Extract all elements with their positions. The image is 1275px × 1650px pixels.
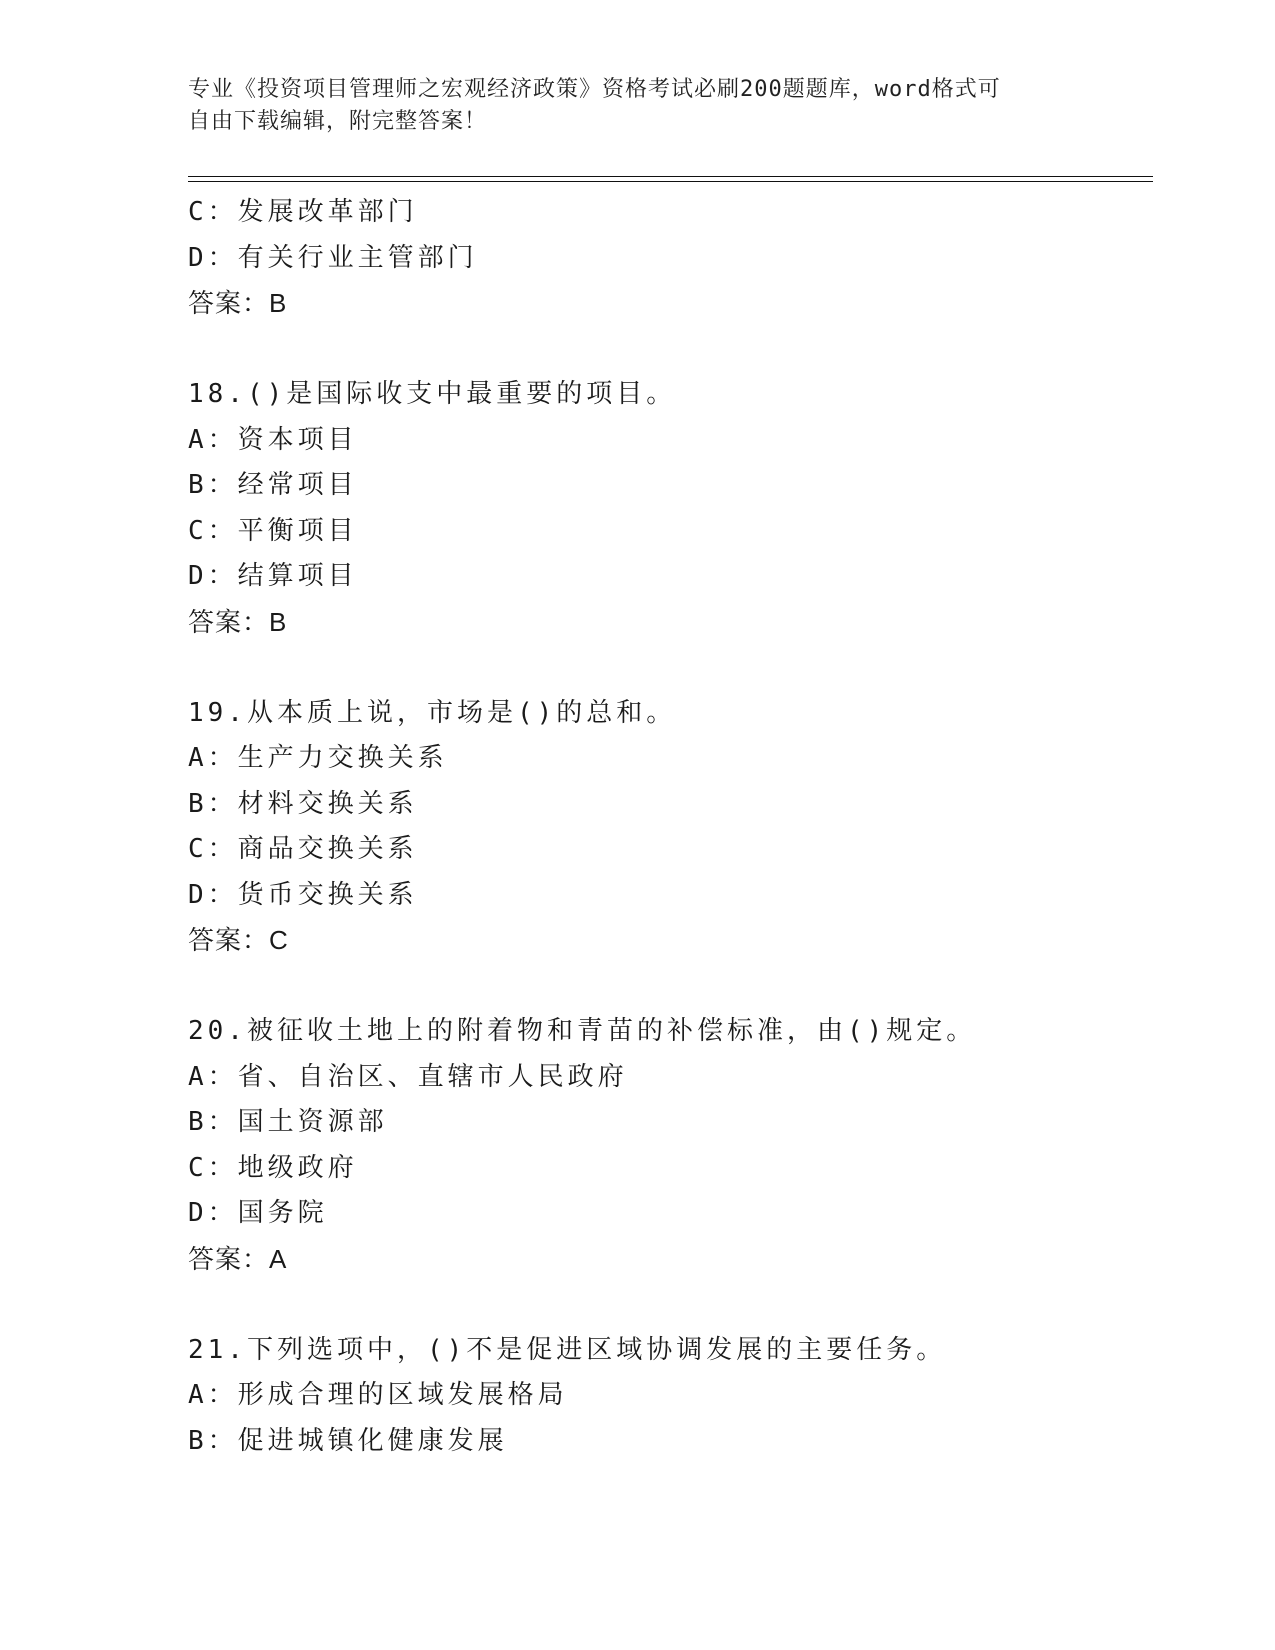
spacer bbox=[188, 327, 1188, 373]
option-a: A：省、自治区、直辖市人民政府 bbox=[188, 1061, 628, 1092]
question-19 bbox=[188, 691, 1188, 1010]
header-title-line-2: 自由下载编辑，附完整答案！ bbox=[188, 109, 488, 134]
question-stem: 20.被征收土地上的附着物和青苗的补偿标准，由()规定。 bbox=[188, 1016, 977, 1046]
answer-line: 答案：A bbox=[188, 1243, 288, 1274]
option-d: D：货币交换关系 bbox=[188, 879, 418, 910]
option-c: C：商品交换关系 bbox=[188, 834, 418, 864]
question-stem: 21.下列选项中，()不是促进区域协调发展的主要任务。 bbox=[188, 1334, 947, 1365]
option-c: C：平衡项目 bbox=[188, 515, 358, 546]
option-d: D：国务院 bbox=[188, 1198, 328, 1228]
spacer bbox=[188, 645, 1188, 691]
spacer bbox=[188, 964, 1188, 1010]
answer-line: 答案：C bbox=[188, 925, 289, 955]
option-a: A：生产力交换关系 bbox=[188, 743, 448, 773]
answer-line: 答案：B bbox=[188, 288, 288, 318]
question-17-continued bbox=[188, 190, 1188, 372]
answer-line: 答案：B bbox=[188, 606, 288, 637]
header-divider-top bbox=[188, 176, 1153, 177]
option-d: D：结算项目 bbox=[188, 561, 358, 591]
option-c: C：地级政府 bbox=[188, 1152, 358, 1183]
header-title-line-1: 专业《投资项目管理师之宏观经济政策》资格考试必刷200题题库，word格式可 bbox=[188, 77, 1001, 102]
option-b: B：材料交换关系 bbox=[188, 788, 418, 819]
option-a: A：形成合理的区域发展格局 bbox=[188, 1380, 568, 1410]
option-c: C：发展改革部门 bbox=[188, 197, 418, 227]
question-list bbox=[188, 190, 1188, 1464]
spacer bbox=[188, 1282, 1188, 1328]
question-20 bbox=[188, 1009, 1188, 1328]
question-21 bbox=[188, 1328, 1188, 1465]
header-divider-bottom bbox=[188, 181, 1153, 182]
option-a: A：资本项目 bbox=[188, 424, 358, 455]
option-b: B：经常项目 bbox=[188, 470, 358, 500]
option-b: B：国土资源部 bbox=[188, 1107, 388, 1137]
question-stem: 18.()是国际收支中最重要的项目。 bbox=[188, 379, 677, 409]
option-d: D：有关行业主管部门 bbox=[188, 242, 478, 273]
question-stem: 19.从本质上说，市场是()的总和。 bbox=[188, 697, 677, 728]
page-header bbox=[188, 74, 1088, 138]
question-18 bbox=[188, 372, 1188, 691]
option-b: B：促进城镇化健康发展 bbox=[188, 1425, 508, 1456]
